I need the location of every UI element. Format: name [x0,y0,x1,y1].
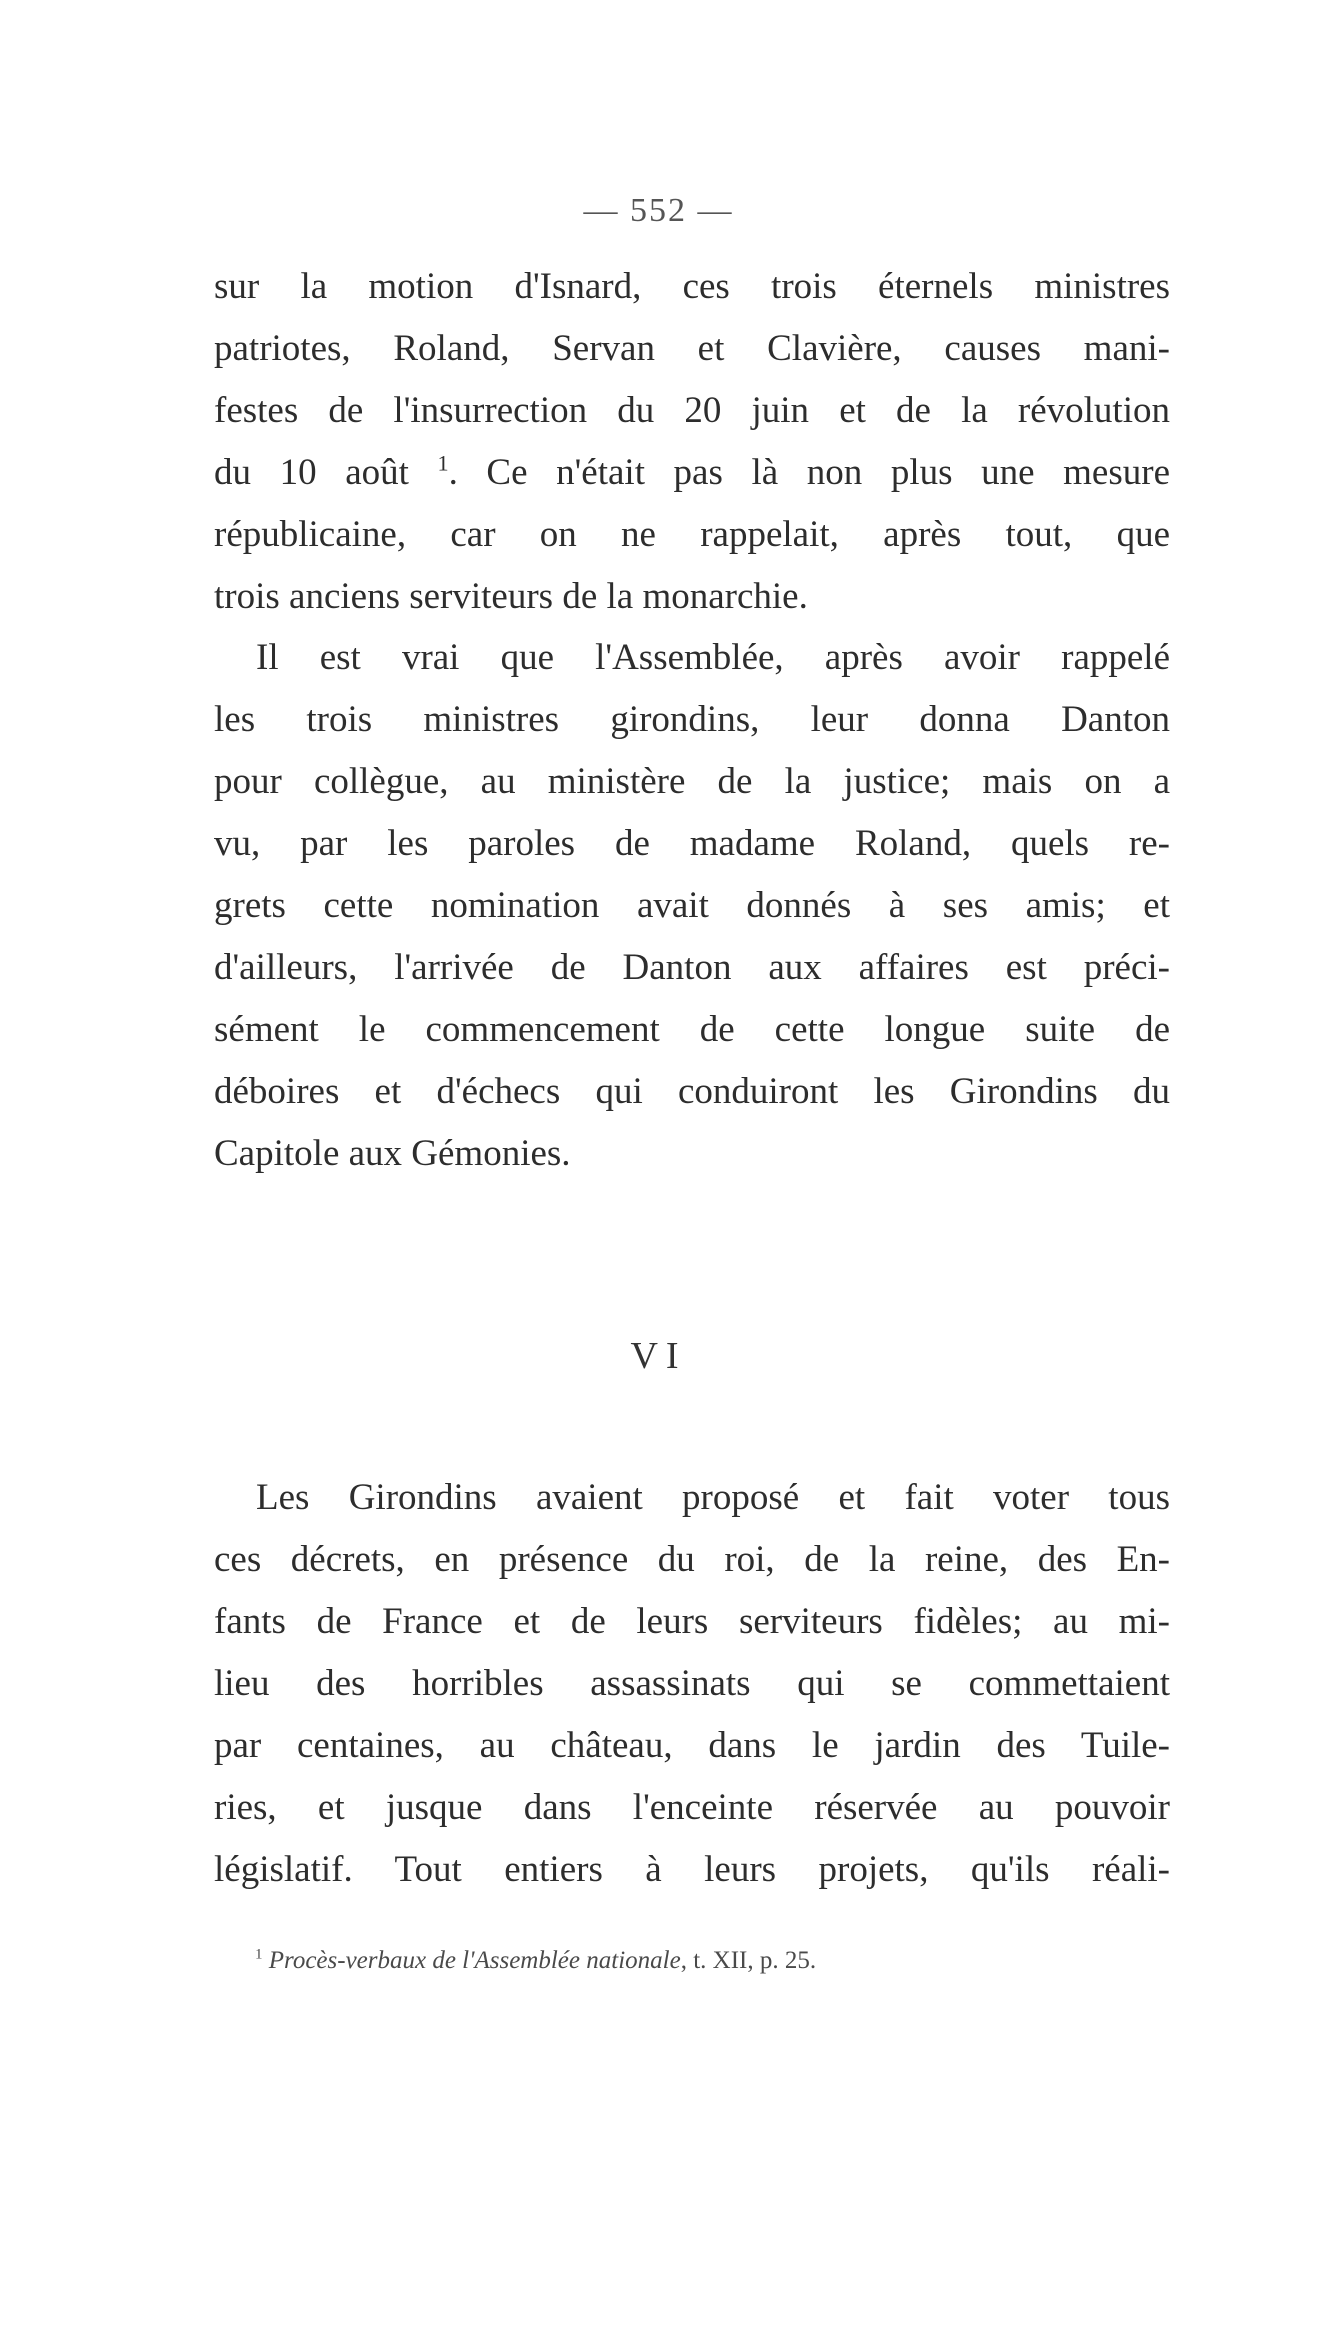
text-fragment: du 10 août [214,452,409,493]
text-line: Les Girondins avaient proposé et fait voter tous [256,1477,1170,1518]
text-line: patriotes, Roland, Servan et Clavière, causes mani- [214,328,1170,369]
text-line: fants de France et de leurs serviteurs fidèles; au mi- [214,1601,1170,1642]
paragraph-2 [214,627,1170,1185]
text-line: lieu des horribles assassinats qui se commettaient [214,1663,1170,1704]
text-line: déboires et d'échecs qui conduiront les Girondins du [214,1071,1170,1112]
footnote-reference-text: , t. XII, p. 25. [680,1947,817,1974]
text-line: par centaines, au château, dans le jardin des Tuile- [214,1725,1170,1766]
text-line: sur la motion d'Isnard, ces trois éternels ministres [214,266,1170,307]
text-line: d'ailleurs, l'arrivée de Danton aux affaires est préci- [214,947,1170,988]
page-number: — 552 — [583,192,734,229]
text-line: pour collègue, au ministère de la justice; mais on a [214,761,1170,802]
footnote [255,1947,1155,1975]
footnote-reference: 1 [437,450,449,476]
section-heading: VI [630,1335,687,1377]
paragraph-1 [214,256,1170,628]
text-line: vu, par les paroles de madame Roland, quels re- [214,823,1170,864]
text-line [214,442,1170,504]
text-line: ries, et jusque dans l'enceinte réservée au pouvoir [214,1787,1170,1828]
footnote-marker: 1 [255,1946,263,1963]
text-fragment: . Ce n'était pas là non plus une mesure [448,452,1170,493]
text-line: trois anciens serviteurs de la monarchie. [214,576,808,617]
paragraph-3 [214,1467,1170,1901]
text-line: les trois ministres girondins, leur donna Danton [214,699,1170,740]
text-line: festes de l'insurrection du 20 juin et de la révolution [214,390,1170,431]
text-line: sément le commencement de cette longue suite de [214,1009,1170,1050]
footnote-title: Procès-verbaux de l'Assemblée nationale [268,1947,681,1974]
text-line: ces décrets, en présence du roi, de la reine, des En- [214,1539,1170,1580]
text-line: Capitole aux Gémonies. [214,1133,571,1174]
text-line: républicaine, car on ne rappelait, après tout, que [214,514,1170,555]
text-line: Il est vrai que l'Assemblée, après avoir rappelé [256,637,1170,678]
text-line: législatif. Tout entiers à leurs projets, qu'ils réali- [214,1849,1170,1890]
text-line: grets cette nomination avait donnés à ses amis; et [214,885,1170,926]
